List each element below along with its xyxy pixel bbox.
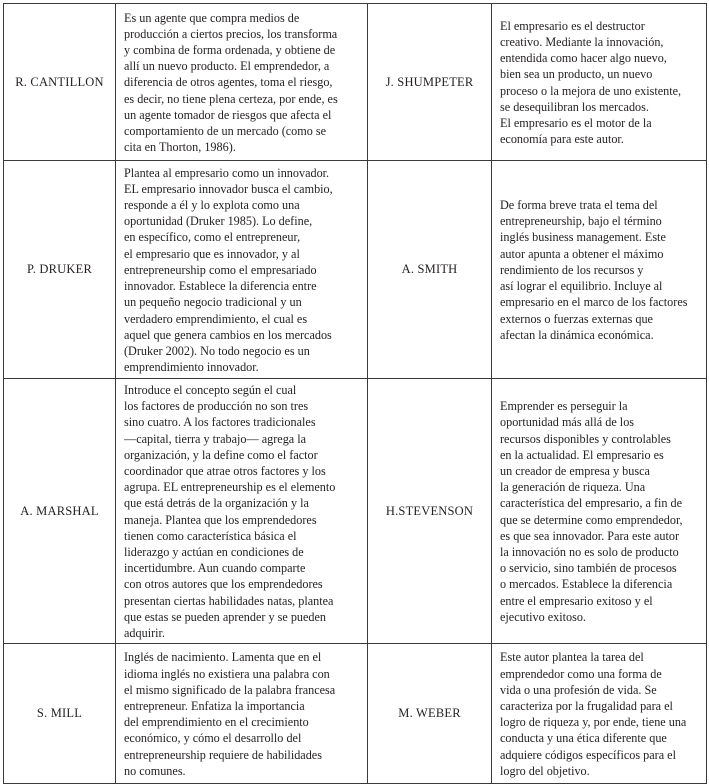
description-line: no comunes. [124,763,186,778]
description-line: (Druker 2002). No todo negocio es un [124,343,310,358]
description-line: comportamiento de un mercado (como se [124,124,327,138]
author-description-cell [492,4,707,161]
author-name: J. SHUMPETER [385,74,474,89]
table-row [4,161,707,379]
table-row [4,4,707,161]
author-description-cell [116,379,368,644]
description-line: entendida como hacer algo nuevo, [500,51,667,66]
description-line: responde a él y lo explota como una [124,198,300,213]
description-line: en la actualidad. El empresario es [500,447,664,462]
description-line: económico, y cómo el desarrollo del [124,731,302,746]
authors-table [3,3,707,784]
description-line: que se determine como emprendedor, [500,512,683,527]
description-line: verdadero emprendimiento, el cual es [124,311,308,326]
description-line: un pequeño negocio tradicional y un [124,295,302,310]
description-line: los factores de producción no son tres [124,399,309,414]
description-line: aquel que genera cambios en los mercados [124,327,332,342]
description-line: logro del objetivo. [500,763,590,778]
description-line: un creador de empresa y busca [500,464,650,479]
description-line: oportunidad (Druker 1985). Lo define, [124,214,313,229]
author-name: A. MARSHAL [20,503,99,518]
description-line: inglés business management. Este [500,230,666,245]
description-line: rendimiento de los recursos y [500,262,644,277]
description-line: El empresario es el motor de la [500,115,652,130]
description-line: innovador. Establece la diferencia entre [124,279,317,294]
description-line: diferencia de otros agentes, toma el riesgo, [124,75,333,90]
description-line: Emprender es perseguir la [500,399,628,414]
author-name: P. DRUKER [26,262,92,276]
description-line: tienen como característica básica el [124,528,297,543]
description-line: la generación de riqueza. Una [500,480,646,495]
description-line: emprendedor como una forma de [500,666,662,681]
table-row [4,379,707,644]
description-line: —capital, tierra y trabajo— agrega la [124,431,307,446]
table-row [4,644,707,784]
description-line: creativo. Mediante la innovación, [500,34,664,49]
description-line: adquirir. [124,626,165,641]
author-name-cell [4,161,116,379]
description-line: EL empresario innovador busca el cambio, [124,181,333,196]
author-name: A. SMITH [401,262,458,276]
description-line: vida o una profesión de vida. Se [500,682,657,697]
description-line: recursos disponibles y controlables [500,431,671,446]
author-description-cell [116,4,368,161]
description-line: maneja. Plantea que los emprendedores [124,512,317,527]
description-line: entrepreneurship requiere de habilidades [124,747,322,762]
author-description-cell [492,379,707,644]
description-line: o servicio, sino también de procesos [500,561,677,576]
description-line: entrepreneurship, bajo el término [500,214,662,229]
description-line: en específico, como el entrepreneur, [124,230,301,245]
description-line: coordinador que atrae otros factores y los [124,464,326,479]
description-line: conducta y una ética diferente que [500,731,667,746]
author-name: H.STEVENSON [385,503,474,518]
description-line: agrupa. EL entrepreneurship es el elemento [124,480,336,495]
description-line: el mismo significado de la palabra francesa [124,682,336,697]
description-line: economía para este autor. [500,132,624,147]
description-line: o mercados. Establece la diferencia [500,577,673,592]
description-line: que está detrás de la organización y la [124,496,309,511]
description-line: entrepreneurship como el empresariado [124,262,317,277]
description-line: externos o fuerzas externas que [500,311,653,326]
description-line: entrepreneur. Enfatiza la importancia [124,699,305,714]
author-name: R. CANTILLON [15,74,104,89]
description-line: característica del empresario, a fin de [500,496,683,511]
description-line: Plantea al empresario como un innovador. [124,165,330,180]
description-line: incertidumbre. Aun cuando comparte [124,561,306,576]
description-line: un agente tomador de riesgos que afecta el [124,107,332,122]
description-line: así lograr el equilibrio. Incluye al [500,279,663,294]
description-line: producción a ciertos precios, los transforma [124,26,338,41]
description-line: logro de riqueza y, por ende, tiene una [500,715,687,730]
description-line: organización, y la define como el factor [124,447,318,462]
author-name-cell [368,4,492,161]
description-line: Introduce el concepto según el cual [124,383,297,397]
author-name: S. MILL [36,706,83,721]
author-name: M. WEBER [398,706,461,721]
description-line: empresario en el marco de los factores [500,295,688,310]
description-line: adquiere códigos específicos para el [500,747,676,762]
description-line: se desequilibran los mercados. [500,99,649,114]
description-line: la innovación no es solo de producto [500,545,679,560]
author-description-cell [116,161,368,379]
description-line: es decir, no tiene plena certeza, por ende, es [124,91,338,106]
description-line: allí un nuevo producto. El emprendedor, a [124,59,330,74]
description-line: autor apunta a obtener el máximo [500,246,664,261]
description-line: caracteriza por la frugalidad para el [500,699,673,714]
description-line: Es un agente que compra medios de [124,10,300,25]
description-line: entre el empresario exitoso y el [500,593,653,608]
description-line: liderazgo y actúan en condiciones de [124,545,304,560]
description-line: afectan la dinámica económica. [500,327,654,342]
description-line: es que sea innovador. Para este autor [500,528,680,543]
description-line: bien sea un producto, un nuevo [500,67,653,82]
description-line: sino cuatro. A los factores tradicionales [124,415,316,430]
author-name-cell [4,379,116,644]
description-line: del emprendimiento en el crecimiento [124,715,309,730]
author-name-cell [368,379,492,644]
description-line: Inglés de nacimiento. Lamenta que en el [124,650,322,665]
author-name-cell [368,644,492,784]
description-line: emprendimiento innovador. [124,360,259,375]
author-name-cell [4,4,116,161]
description-line: oportunidad más allá de los [500,415,635,430]
description-line: idioma inglés no existiera una palabra con [124,666,330,681]
description-line: El empresario es el destructor [500,18,645,33]
description-line: cita en Thorton, 1986). [124,140,236,155]
author-name-cell [4,644,116,784]
description-line: Este autor plantea la tarea del [500,650,644,665]
description-line: proceso o la mejora de uno existente, [500,83,682,98]
description-line: y combina de forma ordenada, y obtiene de [124,42,336,57]
description-line: que estas se pueden aprender y se pueden [124,609,327,624]
description-line: ejecutivo exitoso. [500,609,586,624]
author-description-cell [492,644,707,784]
description-line: con otros autores que los emprendedores [124,577,323,592]
description-line: De forma breve trata el tema del [500,198,658,213]
description-line: presentan ciertas habilidades natas, plantea [124,593,334,608]
author-description-cell [492,161,707,379]
author-description-cell [116,644,368,784]
author-name-cell [368,161,492,379]
description-line: el empresario que es innovador, y al [124,246,300,261]
